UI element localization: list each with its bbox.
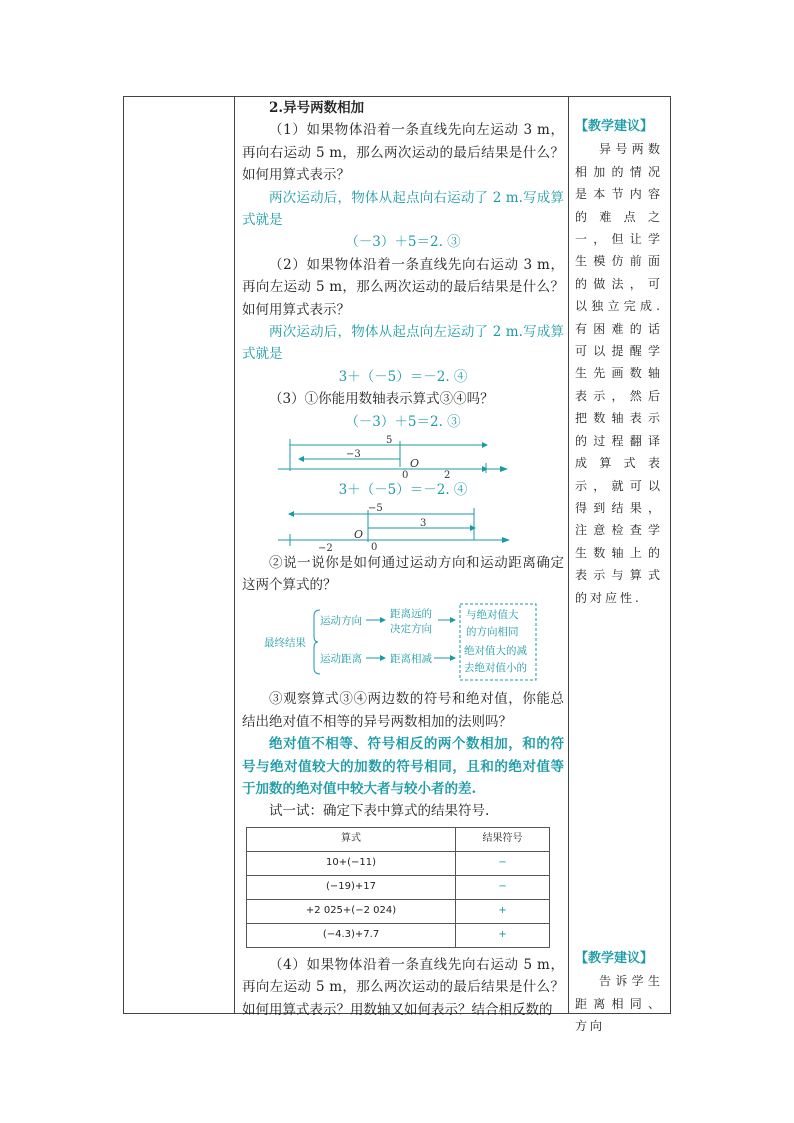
table-cell-expr: +2 025+(−2 024) bbox=[247, 899, 456, 923]
flow-box-line4: 去绝对值小的 bbox=[464, 662, 527, 675]
q3-sub3: ③观察算式③④两边数的符号和绝对值，你能总结出绝对值不相等的异号两数相加的法则吗？ bbox=[242, 691, 564, 730]
table-cell-expr: (−4.3)+7.7 bbox=[247, 923, 456, 947]
table-row bbox=[247, 923, 550, 947]
q2-answer: 两次运动后，物体从起点向左运动了 2 m.写成算式就是 bbox=[242, 324, 564, 363]
label-first: −5 bbox=[368, 502, 383, 514]
sidebar-note-1 bbox=[575, 116, 663, 609]
q3-question: （3）①你能用数轴表示算式③④吗？ bbox=[269, 391, 494, 408]
q2-formula: 3＋（－5）＝－2. ④ bbox=[338, 368, 468, 385]
flow-branch2: 运动距离 bbox=[320, 653, 362, 666]
sidebar-title-2: 【教学建议】 bbox=[575, 951, 654, 966]
label-result: 2 bbox=[444, 470, 451, 480]
number-line-diagram-2 bbox=[238, 502, 560, 552]
label-origin: O bbox=[410, 457, 420, 471]
flow-branch1-result-line2: 决定方向 bbox=[390, 623, 432, 636]
main-column bbox=[242, 97, 564, 1021]
sidebar-text-2: 告诉学生距离相同、方向 bbox=[575, 974, 663, 1034]
q2-question: （2）如果物体沿着一条直线先向右运动 3 m，再向左运动 5 m，那么两次运动的最后结果是什么？如何用算式表示？ bbox=[242, 256, 564, 318]
flow-diagram bbox=[238, 602, 560, 684]
table-cell-expr: 10+(−11) bbox=[247, 851, 456, 875]
q1-question: （1）如果物体沿着一条直线先向左运动 3 m，再向右运动 5 m，那么两次运动的最后结果是什么？如何用算式表示？ bbox=[242, 122, 564, 184]
table-cell-sign: − bbox=[456, 851, 550, 875]
sidebar-note-2 bbox=[575, 948, 663, 1038]
label-zero: 0 bbox=[371, 541, 378, 552]
table-header-sign: 结果符号 bbox=[456, 827, 550, 851]
flow-root: 最终结果 bbox=[264, 637, 306, 650]
column-divider-left bbox=[234, 96, 235, 1014]
label-first: −3 bbox=[346, 449, 361, 461]
sidebar-text-1: 异号两数相加的情况是本节内容的难点之一，但让学生模仿前面的做法，可以独立完成.有困难的话可以提醒学生先画数轴表示，然后把数轴表示的过程翻译成算式表示，就可以得到结果，注意检查学生数轴上的表示与算式的对应性. bbox=[575, 142, 663, 605]
flow-box-line3: 绝对值大的减 bbox=[464, 645, 527, 658]
sidebar-title-1: 【教学建议】 bbox=[575, 119, 654, 134]
flow-branch2-result: 距离相减 bbox=[390, 653, 432, 666]
table-cell-sign: + bbox=[456, 923, 550, 947]
label-origin: O bbox=[354, 527, 364, 541]
rule-statement: 绝对值不相等、符号相反的两个数相加，和的符号与绝对值较大的加数的符号相同，且和的绝对值等于加数的绝对值中较大者与较小者的差. bbox=[242, 736, 564, 797]
q1-answer: 两次运动后，物体从起点向右运动了 2 m.写成算式就是 bbox=[242, 189, 564, 229]
flow-branch1-result-line1: 距离远的 bbox=[390, 608, 432, 621]
try-prompt: 试一试：确定下表中算式的结果符号. bbox=[269, 803, 490, 820]
table-row bbox=[247, 851, 550, 875]
table-row bbox=[247, 875, 550, 899]
table-cell-expr: (−19)+17 bbox=[247, 875, 456, 899]
table-cell-sign: − bbox=[456, 875, 550, 899]
table-cell-sign: + bbox=[456, 899, 550, 923]
label-zero: 0 bbox=[402, 470, 409, 480]
label-second: 3 bbox=[420, 517, 427, 529]
q3-sub2: ②说一说你是如何通过运动方向和运动距离确定这两个算式的？ bbox=[242, 554, 564, 593]
number-line-diagram-1 bbox=[238, 433, 560, 479]
q3-formula1: （－3）＋5＝2. ③ bbox=[345, 413, 461, 430]
flow-box-line2: 的方向相同 bbox=[466, 626, 519, 639]
flow-box-line1: 与绝对值大 bbox=[466, 609, 519, 622]
q3-formula2: 3＋（－5）＝－2. ④ bbox=[338, 482, 468, 499]
flow-branch1: 运动方向 bbox=[320, 615, 362, 628]
label-total: 5 bbox=[386, 435, 393, 447]
q1-formula: （－3）＋5＝2. ③ bbox=[345, 234, 461, 251]
column-divider-right bbox=[568, 96, 569, 1014]
table-row bbox=[247, 899, 550, 923]
label-result: −2 bbox=[318, 542, 333, 552]
sign-table bbox=[246, 827, 550, 948]
table-header-expr: 算式 bbox=[247, 827, 456, 851]
section-heading: 2.异号两数相加 bbox=[269, 100, 365, 116]
q4-question: （4）如果物体沿着一条直线先向右运动 5 m，再向左运动 5 m，那么两次运动的最后结果是什么？如何用算式表示？用数轴又如何表示？结合相反数的 bbox=[242, 956, 564, 1018]
